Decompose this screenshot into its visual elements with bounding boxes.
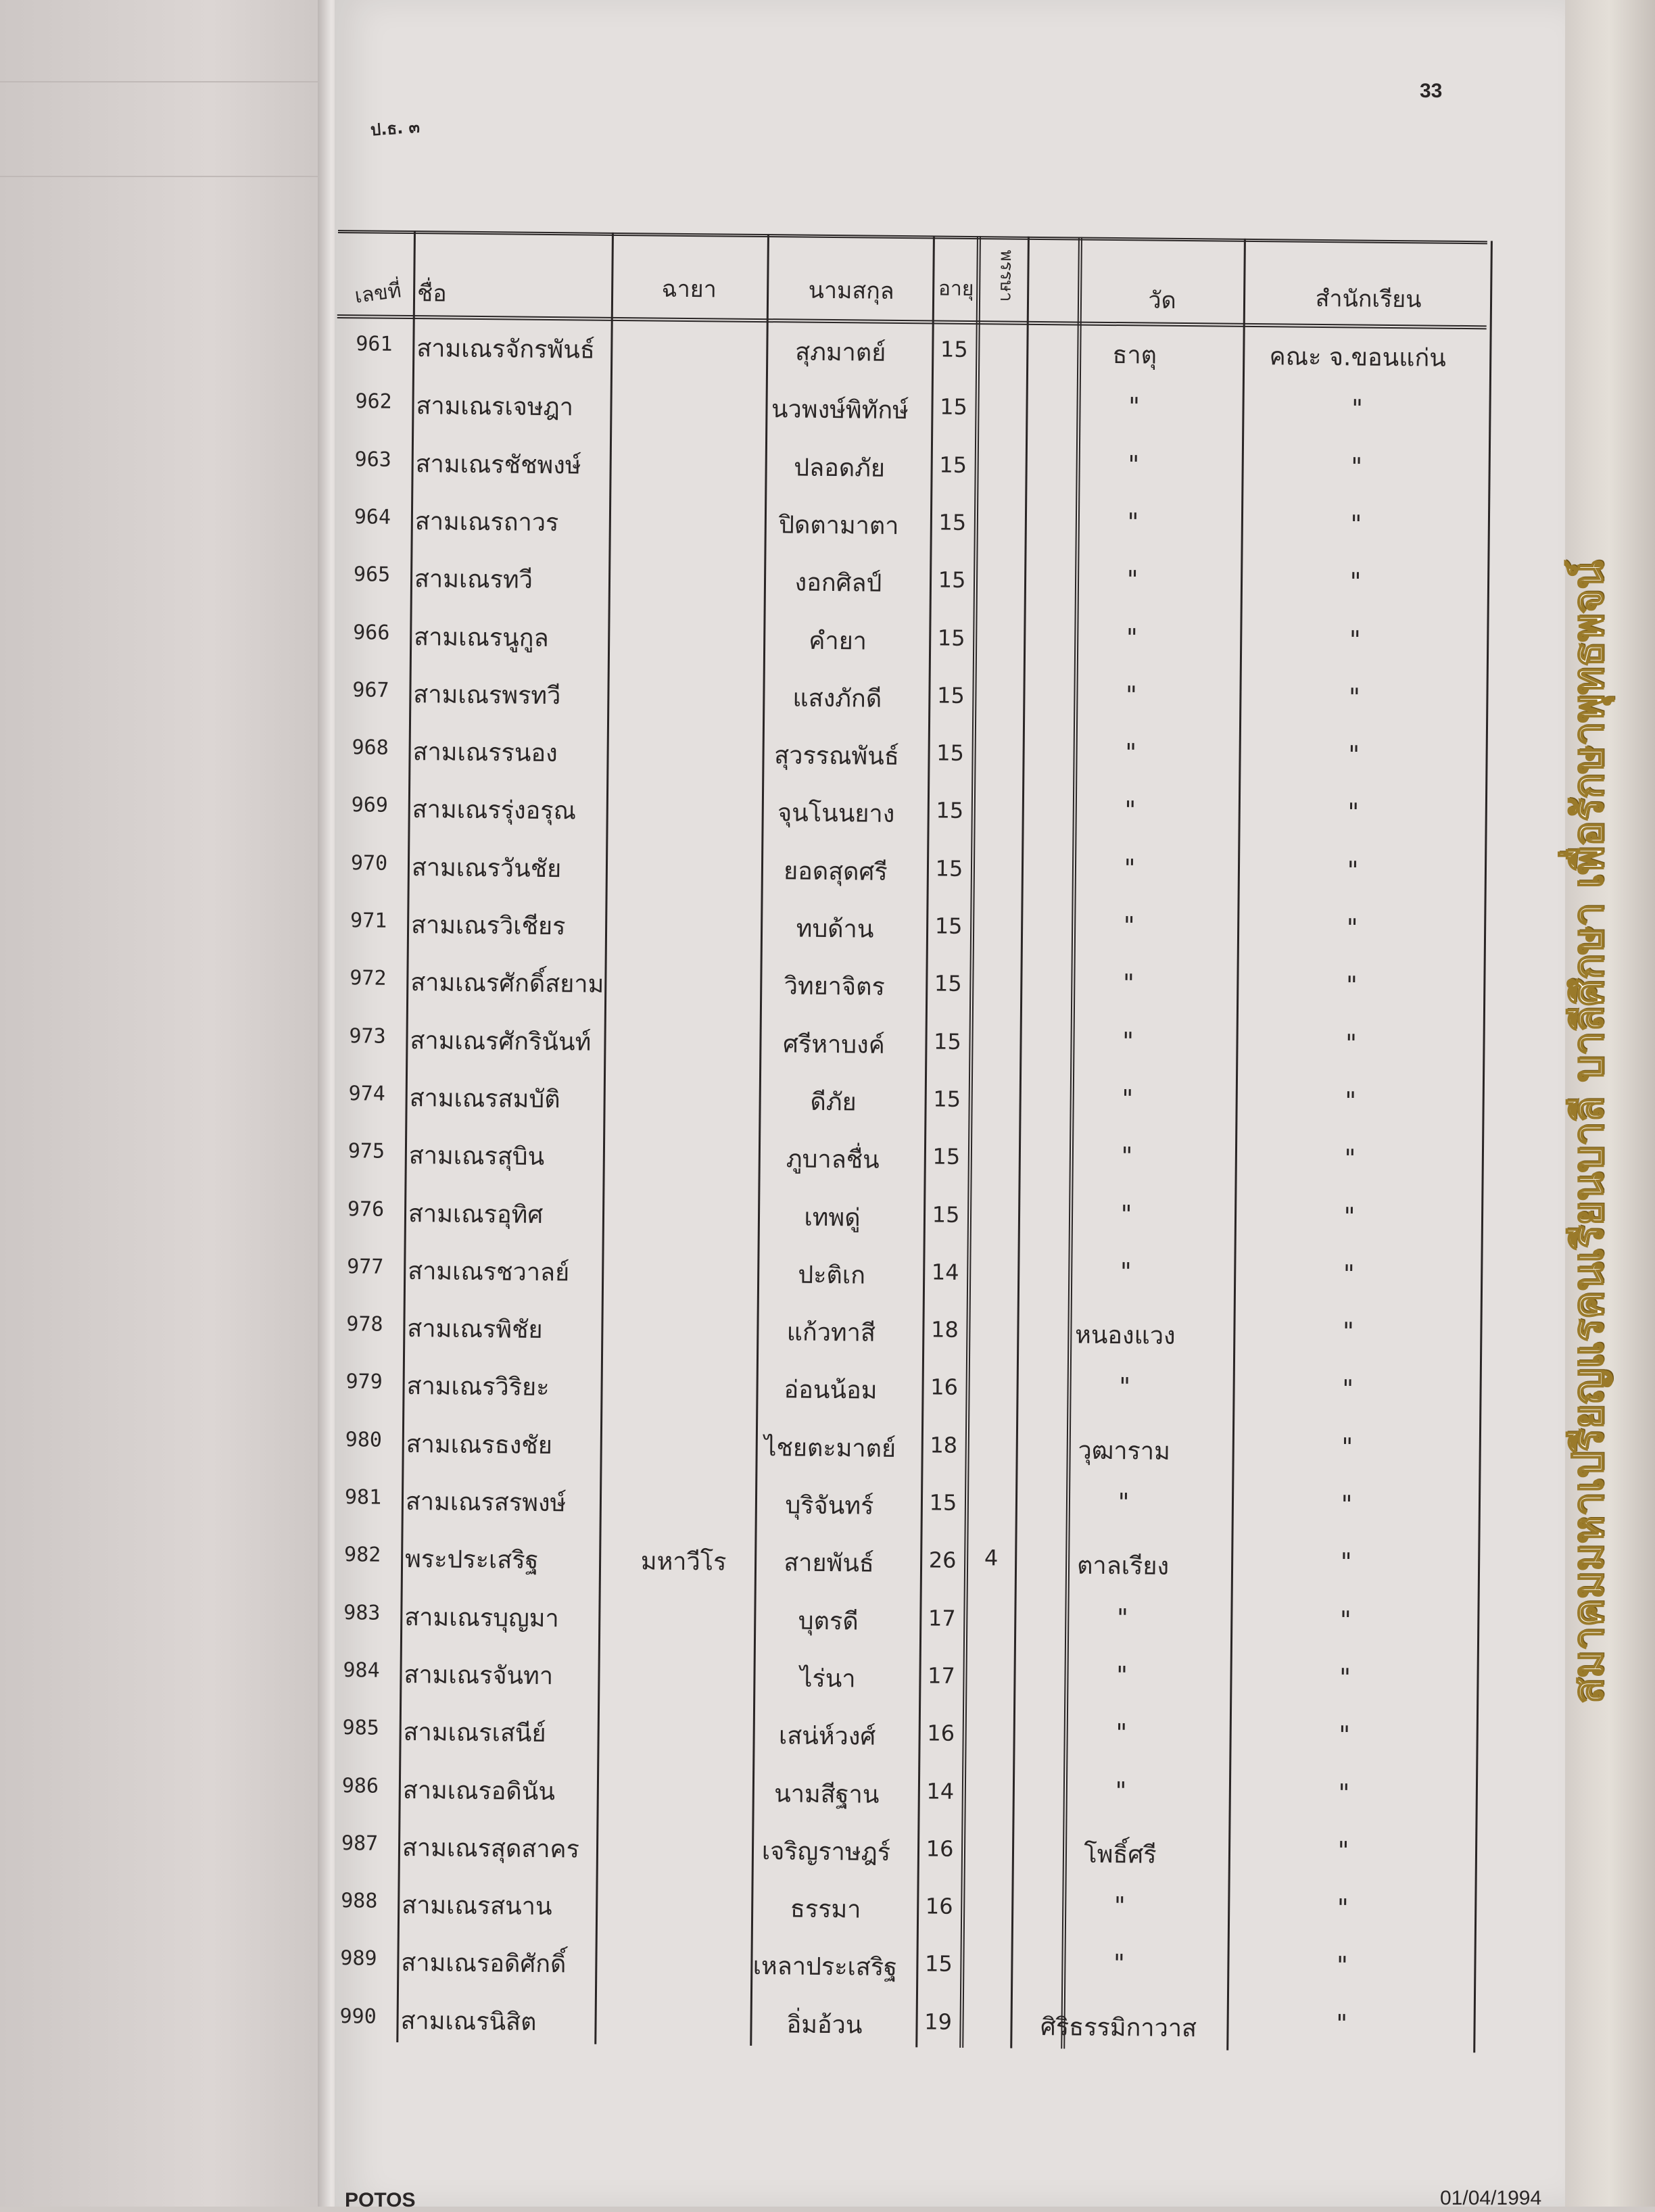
row-number: 981 [344,1485,382,1510]
row-name: สามเณรถาวร [414,508,559,537]
row-number: 990 [339,2004,377,2029]
row-wat: " [1128,393,1141,421]
row-surname: เสน่ห์วงศ์ [778,1722,876,1751]
row-chaya [620,1138,755,1139]
table-row [322,1762,1472,1829]
row-age: 15 [935,855,963,882]
row-wat: " [1116,1662,1128,1690]
table-row [329,1186,1479,1252]
row-chaya [624,734,759,736]
row-age: 15 [937,625,965,651]
row-age: 15 [932,1201,960,1228]
row-age: 15 [936,740,965,767]
row-name: สามเณรเสนีย์ [403,1718,546,1748]
row-number: 984 [343,1658,380,1683]
row-age: 26 [928,1547,957,1574]
row-chaya [622,965,757,966]
row-number: 970 [350,850,388,875]
row-number: 988 [341,1889,378,1913]
row-age: 16 [926,1835,954,1862]
row-age: 19 [924,2009,953,2035]
row-chaya [617,1426,752,1428]
row-number: 962 [355,389,392,414]
table-row [335,552,1485,618]
row-chaya [616,1600,751,1601]
row-age: 15 [929,1489,957,1516]
row-name: สามเณรวิเชียร [410,911,566,941]
row-chaya: มหาวีโร [640,1547,727,1577]
row-samnak: " [1342,1318,1354,1346]
row-number: 977 [347,1254,384,1279]
row-samnak: " [1341,1433,1353,1462]
row-wat: " [1126,566,1138,594]
row-surname: คำยา [809,627,867,656]
row-name: สามเณรวิริยะ [406,1372,550,1402]
row-number: 983 [343,1600,381,1625]
row-samnak: " [1343,1260,1355,1289]
row-name: พระประเสริฐ [404,1545,539,1575]
row-name: สามเณรรนอง [412,738,558,768]
row-name: สามเณรทวี [414,565,533,594]
header-num: เลขที่ [353,279,403,308]
row-number: 968 [352,736,389,760]
row-pansa [976,1026,1017,1027]
row-age: 17 [927,1662,956,1689]
row-name: สามเณรสุดสาคร [402,1833,580,1864]
table-row [323,1705,1473,1771]
row-chaya [626,504,761,505]
table-row [326,1417,1476,1483]
row-wat: " [1127,508,1139,537]
row-age: 18 [930,1432,958,1458]
row-number: 975 [347,1139,385,1163]
row-surname: ศรีหาบงค์ [782,1030,885,1059]
row-age: 15 [938,567,966,594]
row-surname: อ่อนน้อม [784,1376,878,1405]
row-samnak: " [1337,1894,1349,1923]
row-samnak: " [1351,452,1363,481]
row-wat: หนองแวง [1074,1321,1176,1351]
row-name: สามเณรนูกูล [414,623,549,652]
row-surname: ไร่นา [800,1664,856,1693]
row-number: 980 [345,1427,383,1452]
row-number: 979 [345,1370,383,1395]
row-name: สามเณรสมบัติ [409,1084,560,1114]
row-surname: ปิดตามาตา [778,511,899,540]
row-pansa [975,1141,1015,1142]
row-pansa [967,2006,1007,2007]
row-age: 15 [934,913,963,939]
row-pansa [981,507,1022,508]
row-wat: " [1122,1027,1134,1055]
row-surname: วิทยาจิตร [784,972,886,1002]
row-chaya [621,1080,756,1082]
row-age: 15 [933,1028,962,1055]
row-wat: " [1122,969,1134,998]
row-pansa [972,1487,1012,1488]
table-row [333,667,1483,734]
ghost-rule [0,81,338,82]
row-samnak: " [1342,1375,1354,1403]
row-chaya [612,2003,747,2004]
row-wat: " [1126,623,1138,652]
row-age: 15 [939,393,968,420]
row-number: 967 [352,678,389,702]
row-wat: " [1124,854,1136,883]
table-row [327,1359,1477,1425]
row-samnak: " [1347,798,1360,827]
header-samnak: สำนักเรียน [1315,285,1422,314]
row-pansa [983,334,1024,335]
row-wat: " [1120,1257,1132,1287]
ghost-rule [0,176,338,177]
row-number: 989 [340,1946,377,1971]
row-surname: ดีภัย [810,1088,857,1117]
row-wat: " [1128,450,1140,479]
row-samnak: " [1339,1664,1351,1692]
row-wat: " [1113,1892,1126,1921]
row-samnak: " [1336,1952,1348,1980]
table-row [335,437,1485,503]
watermark: สมาคมมหาเปรียญแรคนเรียนบาลี บาลีศึกษา เพื่อรักษาพุทธพจน์ [1563,560,1612,1704]
row-chaya [627,388,763,389]
table-row [322,1878,1472,1944]
row-age: 16 [930,1374,959,1401]
row-age: 15 [936,797,964,824]
row-chaya [613,1830,748,1831]
row-wat: " [1125,681,1137,710]
row-name: สามเณรอุทิศ [408,1199,544,1229]
row-wat: " [1124,796,1136,825]
footer-left: POTOS [345,2189,416,2211]
row-name: สามเณรอดินัน [402,1776,556,1806]
row-wat: " [1118,1489,1130,1517]
row-name: สามเณรจันทา [404,1660,554,1691]
row-name: สามเณรเจษฎา [416,392,574,422]
table-row [322,1821,1472,1887]
table-row [328,1244,1478,1310]
form-code: ป.ธ. ๓ [370,117,421,140]
row-surname: นามสีฐาน [774,1779,880,1809]
table-row [325,1590,1474,1656]
row-pansa [971,1603,1011,1604]
row-number: 973 [349,1024,386,1049]
row-wat: วุฒาราม [1078,1437,1171,1466]
row-age: 15 [933,1086,961,1112]
row-number: 971 [350,909,387,933]
row-wat: " [1119,1373,1131,1401]
row-number: 976 [347,1197,385,1222]
row-surname: บุตรดี [798,1607,859,1636]
row-surname: จุนโนนยาง [777,799,895,829]
row-samnak: " [1340,1548,1352,1577]
row-number: 965 [353,562,391,587]
row-number: 978 [346,1312,383,1337]
row-samnak: " [1345,1087,1357,1115]
row-samnak: " [1348,741,1360,769]
row-wat: " [1120,1200,1132,1228]
row-samnak: " [1337,1837,1349,1865]
row-chaya [617,1484,752,1485]
row-chaya [625,561,761,562]
row-name: สามเณรธงชัย [406,1430,552,1460]
row-number: 972 [350,966,387,991]
table-row [331,955,1481,1021]
table-row [335,494,1485,560]
row-age: 15 [940,336,968,362]
row-age: 16 [925,1893,953,1919]
row-chaya [619,1253,754,1255]
row-wat: " [1125,739,1137,767]
row-name: สามเณรสุบิน [408,1142,545,1172]
row-name: สามเณรพิชัย [407,1315,543,1345]
table-row [327,1301,1477,1368]
row-wat: " [1122,1085,1134,1113]
row-pansa [974,1314,1014,1315]
header-wat: วัด [1148,287,1176,314]
row-surname: อิ่มอ้วน [786,2011,863,2040]
row-age: 15 [932,1143,961,1170]
row-surname: ธรรมา [790,1895,861,1924]
row-surname: บุริจันทร์ [785,1491,874,1520]
roster-table [320,230,1514,2053]
row-samnak: " [1348,683,1360,712]
row-surname: ยอดสุดศรี [783,857,888,886]
row-name: สามเณรจักรพันธ์ [416,335,596,364]
row-samnak: " [1339,1721,1351,1750]
row-wat: " [1115,1777,1127,1805]
row-name: สามเณรชัชพงษ์ [415,450,581,480]
row-chaya [614,1773,749,1774]
row-chaya [625,619,760,621]
row-age: 16 [927,1720,955,1747]
table-row [336,379,1486,445]
row-chaya [627,446,762,448]
row-pansa [977,968,1017,969]
row-name: สามเณรรุ่งอรุณ [412,796,577,825]
row-surname: เหลาประเสริฐ [752,1952,898,1982]
row-chaya [623,850,758,851]
table-row [334,609,1484,675]
row-pansa [978,853,1018,854]
row-samnak: " [1339,1606,1351,1635]
row-surname: งอกศิลป์ [794,569,882,598]
table-row [332,840,1482,907]
header-pansa: พรรษา [996,249,1017,302]
row-samnak: " [1351,395,1364,423]
row-surname: ปะติเก [798,1261,866,1290]
row-samnak: " [1350,510,1362,539]
row-number: 963 [354,447,392,472]
row-chaya [618,1368,753,1370]
row-number: 986 [341,1773,379,1798]
row-name: สามเณรพรทวี [413,680,561,710]
row-pansa [980,680,1020,681]
row-wat: " [1123,912,1135,940]
row-chaya [628,331,763,332]
table-row [331,898,1481,964]
header-name: ชื่อ [416,280,447,308]
row-pansa [968,1833,1009,1834]
row-surname: แก้วทาสี [786,1318,876,1347]
table-row [329,1071,1479,1137]
table-row [320,1994,1470,2060]
row-surname: ปลอดภัย [794,454,886,483]
header-chaya: ฉายา [661,275,717,304]
row-age: 17 [928,1605,956,1631]
row-name: สามเณรนิสิต [400,2006,537,2036]
row-pansa [980,564,1021,565]
table-row [329,1128,1479,1195]
row-number: 969 [351,793,389,818]
row-samnak: " [1346,914,1358,942]
row-age: 14 [926,1777,955,1804]
row-pansa [967,1891,1008,1892]
table-row [324,1648,1474,1714]
row-chaya [613,1888,748,1889]
left-facing-page [0,0,352,2207]
row-chaya [619,1196,754,1197]
row-chaya [619,1311,754,1312]
row-samnak: " [1338,1779,1350,1807]
header-surname: นามสกุล [808,276,894,305]
row-surname: สุภมาตย์ [795,338,886,367]
row-number: 966 [353,620,390,645]
row-number: 961 [356,332,393,356]
row-age: 15 [924,1950,953,1977]
row-samnak: " [1341,1491,1353,1519]
row-surname: ไชยตะมาตย์ [764,1433,896,1463]
row-surname: สายพันธ์ [784,1549,875,1578]
table-row [337,321,1487,387]
row-surname: เทพดู่ [804,1203,861,1232]
row-number: 987 [341,1831,379,1856]
row-name: สามเณรสนาน [402,1892,552,1921]
row-surname: นวพงษ์พิทักษ์ [771,395,909,425]
row-name: สามเณรชวาลย์ [408,1257,570,1287]
row-wat: " [1113,1950,1125,1978]
row-age: 15 [939,452,967,478]
row-wat: " [1116,1719,1128,1748]
header-age: อายุ [938,276,974,302]
row-surname: ทบด้าน [796,915,874,944]
row-samnak: " [1349,568,1362,596]
row-samnak: " [1343,1202,1356,1231]
row-pansa: 4 [984,1545,999,1571]
footer-date: 01/04/1994 [1440,2187,1542,2209]
row-wat: " [1121,1143,1133,1171]
row-age: 15 [936,682,965,708]
row-age: 15 [938,509,967,535]
row-wat: ศิริธรรมิกาวาส [1040,2013,1197,2042]
row-samnak: " [1336,2009,1348,2038]
row-name: สามเณรสรพงษ์ [405,1488,567,1518]
row-pansa [970,1660,1011,1661]
row-name: สามเณรบุญมา [404,1603,559,1633]
table-row [325,1532,1475,1598]
row-samnak: คณะ จ.ขอนแก่น [1269,343,1447,372]
row-name: สามเณรอดิศักดิ์ [401,1949,567,1979]
table-row [321,1936,1471,2002]
row-name: สามเณรวันชัย [411,853,562,883]
row-name: สามเณรศักรินันท์ [410,1026,592,1057]
row-surname: แสงภักดี [792,684,882,713]
row-surname: ภูบาลชื่น [786,1145,880,1174]
row-surname: เจริญราษฎร์ [761,1837,891,1867]
page-number: 33 [1420,80,1443,102]
row-wat: ตาลเรียง [1076,1552,1170,1581]
table-row [333,725,1483,791]
row-samnak: " [1344,1145,1356,1173]
row-age: 14 [931,1259,959,1285]
row-name: สามเณรศักดิ์สยาม [410,969,604,999]
row-wat: " [1116,1604,1128,1632]
row-chaya [621,1023,757,1024]
row-number: 985 [342,1716,379,1740]
table-row [332,782,1482,848]
row-chaya [615,1714,750,1716]
row-chaya [622,907,757,909]
row-pansa [967,1948,1008,1949]
row-chaya [615,1657,750,1658]
row-chaya [613,1945,748,1946]
row-samnak: " [1345,1029,1357,1058]
row-age: 15 [934,970,962,997]
row-pansa [969,1776,1009,1777]
row-number: 982 [343,1543,381,1567]
row-chaya [625,677,760,678]
row-number: 974 [348,1082,385,1106]
row-samnak: " [1347,857,1359,885]
row-samnak: " [1345,971,1358,1000]
row-number: 964 [354,505,391,529]
row-chaya [623,792,759,793]
row-wat: ธาตุ [1112,341,1157,370]
row-surname: สุวรรณพันธ์ [774,742,900,771]
row-wat: โพธิ์ศรี [1084,1840,1157,1869]
row-samnak: " [1349,625,1361,654]
table-row [326,1474,1476,1541]
row-pansa [982,391,1023,392]
row-pansa [974,1199,1015,1200]
table-row [330,1013,1480,1080]
row-age: 18 [930,1316,959,1343]
